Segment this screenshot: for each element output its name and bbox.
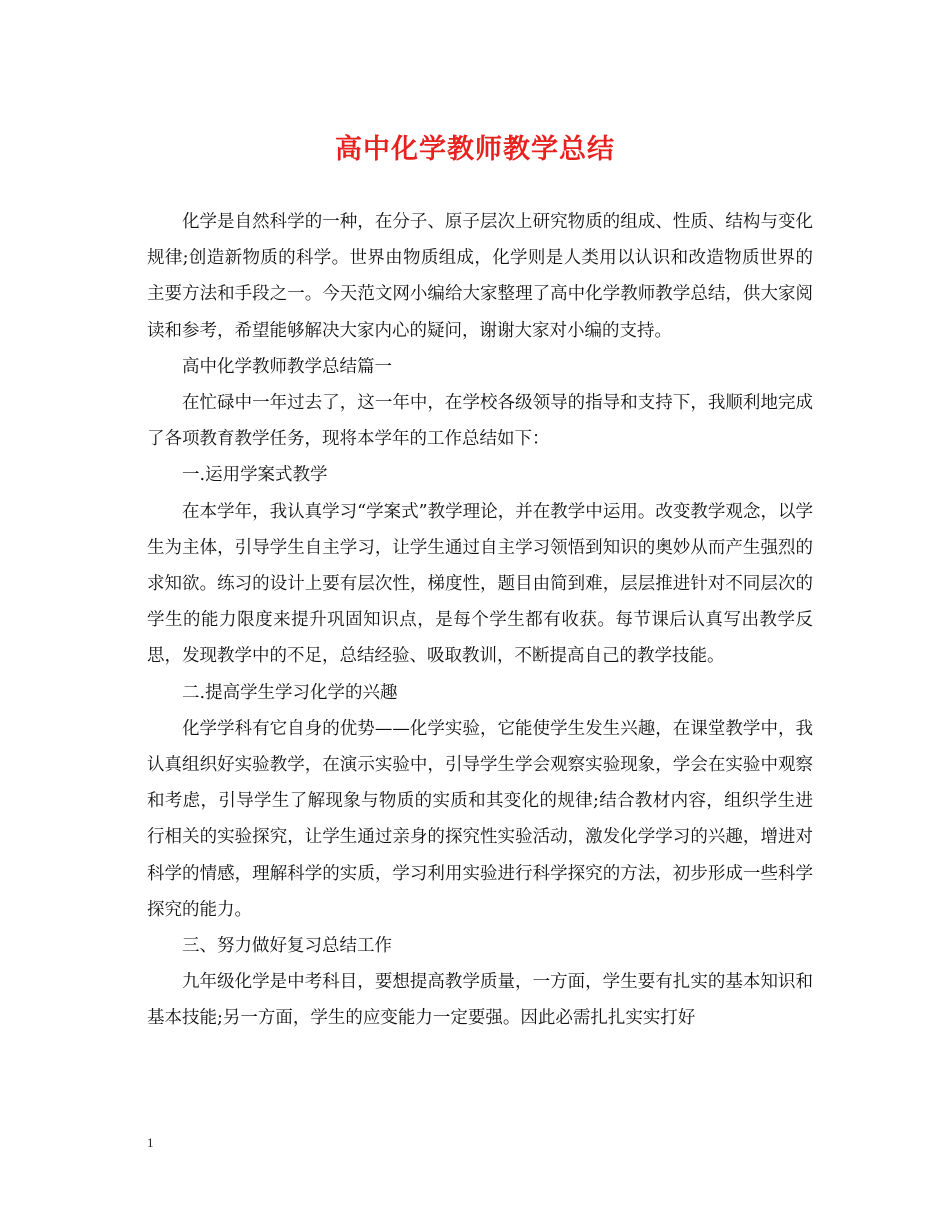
document-title: 高中化学教师教学总结 [335,134,615,165]
document-body [147,204,813,1037]
section-1-paragraph: 在本学年，我认真学习“学案式”教学理论，并在教学中运用。改变教学观念，以学生为主体，引导学生自主学习，让学生通过自主学习领悟到知识的奥妙从而产生强烈的求知欲。练习的设计上要有层次性，梯度性，题目由简到难，层层推进针对不同层次的学生的能力限度来提升巩固知识点，是每个学生都有收获。每节课后认真写出教学反思，发现教学中的不足，总结经验、吸取教训，不断提高自己的教学技能。 [147,501,813,667]
intro-paragraph: 化学是自然科学的一种，在分子、原子层次上研究物质的组成、性质、结构与变化规律;创造新物质的科学。世界由物质组成，化学则是人类用以认识和改造物质世界的主要方法和手段之一。今天范文网小编给大家整理了高中化学教师教学总结，供大家阅读和参考，希望能够解决大家内心的疑问，谢谢大家对小编的支持。 [147,212,813,341]
section-2-paragraph: 化学学科有它自身的优势——化学实验，它能使学生发生兴趣，在课堂教学中，我认真组织好实验教学，在演示实验中，引导学生学会观察实验现象，学会在实验中观察和考虑，引导学生了解现象与物质的实质和其变化的规律;结合教材内容，组织学生进行相关的实验探究，让学生通过亲身的探究性实验活动，激发化学学习的兴趣，增进对科学的情感，理解科学的实质，学习利用实验进行科学探究的方法，初步形成一些科学探究的能力。 [147,718,813,920]
page-number: 1 [147,1135,154,1150]
section-heading-1: 一.运用学案式教学 [182,465,328,486]
section-heading-part-one: 高中化学教师教学总结篇一 [182,356,392,377]
section-heading-3: 三、努力做好复习总结工作 [182,936,392,957]
opening-paragraph: 在忙碌中一年过去了，这一年中，在学校各级领导的指导和支持下，我顺利地完成了各项教育教学任务，现将本学年的工作总结如下： [147,393,813,450]
section-heading-2: 二.提高学生学习化学的兴趣 [182,682,398,703]
section-3-paragraph: 九年级化学是中考科目，要想提高教学质量，一方面，学生要有扎实的基本知识和基本技能;另一方面，学生的应变能力一定要强。因此必需扎扎实实打好 [147,972,813,1029]
